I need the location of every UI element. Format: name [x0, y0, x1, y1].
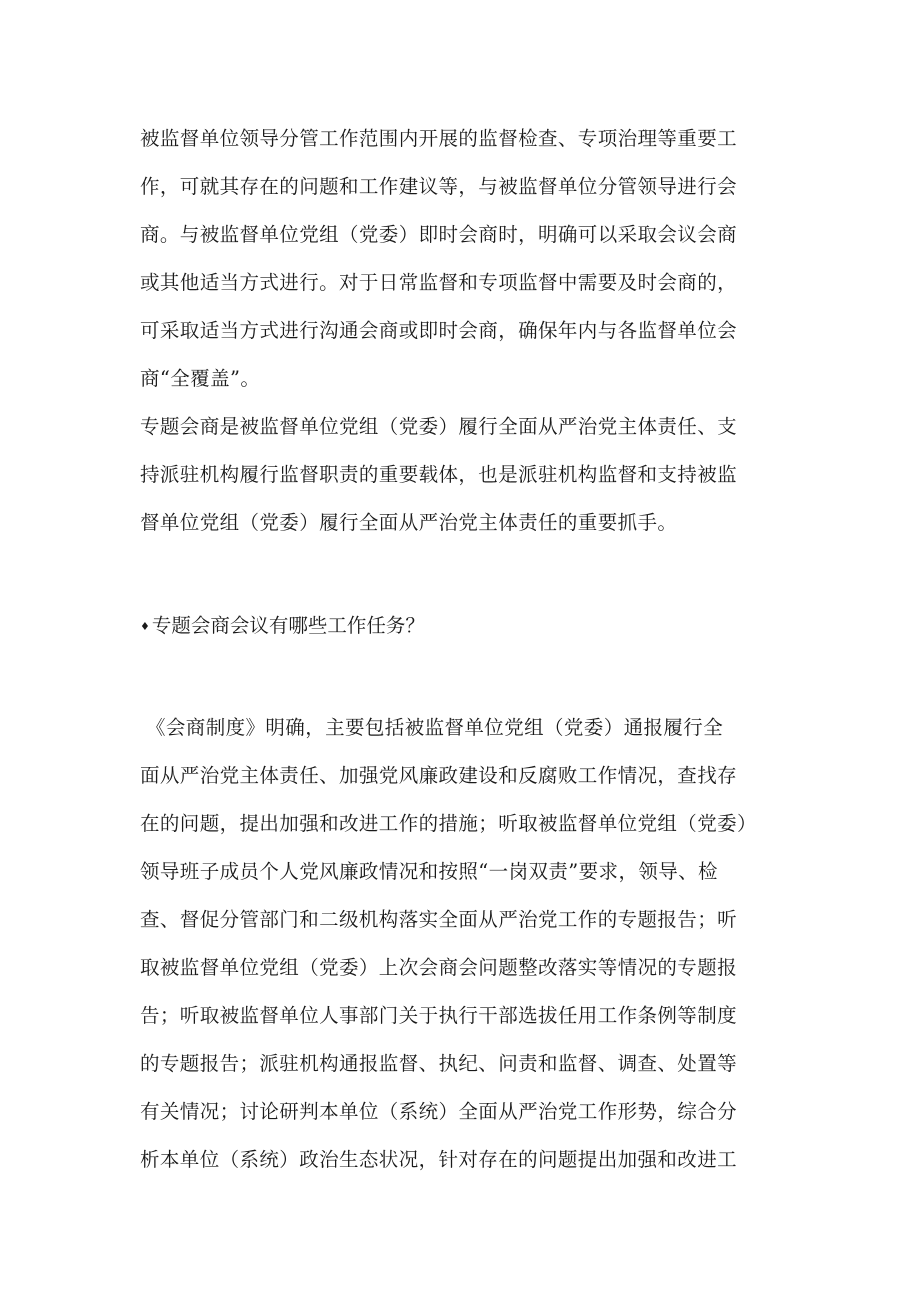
paragraph-2-line: 督单位党组（党委）履行全面从严治党主体责任的重要抓手。 — [140, 511, 678, 534]
paragraph-1-line: 作，可就其存在的问题和工作建议等，与被监督单位分管领导进行会 — [140, 175, 738, 198]
paragraph-3-line: 查、督促分管部门和二级机构落实全面从严治党工作的专题报告；听 — [140, 908, 738, 931]
paragraph-1-line: 商。与被监督单位党组（党委）即时会商时，明确可以采取会议会商 — [140, 223, 738, 246]
section-heading-text: 专题会商会议有哪些工作任务？ — [151, 614, 425, 637]
paragraph-3-line: 有关情况；讨论研判本单位（系统）全面从严治党工作形势，综合分 — [140, 1100, 738, 1123]
paragraph-2-line: 专题会商是被监督单位党组（党委）履行全面从严治党主体责任、支 — [140, 415, 738, 438]
paragraph-1-line: 可采取适当方式进行沟通会商或即时会商，确保年内与各监督单位会 — [140, 319, 738, 342]
paragraph-3-line: 的专题报告；派驻机构通报监督、执纪、问责和监督、调查、处置等 — [140, 1052, 738, 1075]
paragraph-2-line: 持派驻机构履行监督职责的重要载体，也是派驻机构监督和支持被监 — [140, 463, 738, 486]
paragraph-3-line: 在的问题，提出加强和改进工作的措施；听取被监督单位党组（党委） — [140, 812, 757, 835]
paragraph-3-line: 领导班子成员个人党风廉政情况和按照“一岗双责”要求，领导、检 — [140, 860, 718, 883]
paragraph-3-line: 取被监督单位党组（党委）上次会商会问题整改落实等情况的专题报 — [140, 956, 738, 979]
paragraph-3-line: 告；听取被监督单位人事部门关于执行干部选拔任用工作条例等制度 — [140, 1004, 738, 1027]
diamond-bullet-icon: ♦ — [140, 619, 150, 633]
paragraph-3-line: 析本单位（系统）政治生态状况，针对存在的问题提出加强和改进工 — [140, 1148, 738, 1171]
paragraph-1-line: 商“全覆盖”。 — [140, 367, 261, 390]
paragraph-3-line: 面从严治党主体责任、加强党风廉政建设和反腐败工作情况，查找存 — [140, 764, 738, 787]
paragraph-3-line: 《会商制度》明确，主要包括被监督单位党组（党委）通报履行全 — [146, 716, 724, 739]
paragraph-1-line: 或其他适当方式进行。对于日常监督和专项监督中需要及时会商的， — [140, 271, 738, 294]
section-heading — [140, 613, 790, 640]
paragraph-1-line: 被监督单位领导分管工作范围内开展的监督检查、专项治理等重要工 — [140, 127, 738, 150]
